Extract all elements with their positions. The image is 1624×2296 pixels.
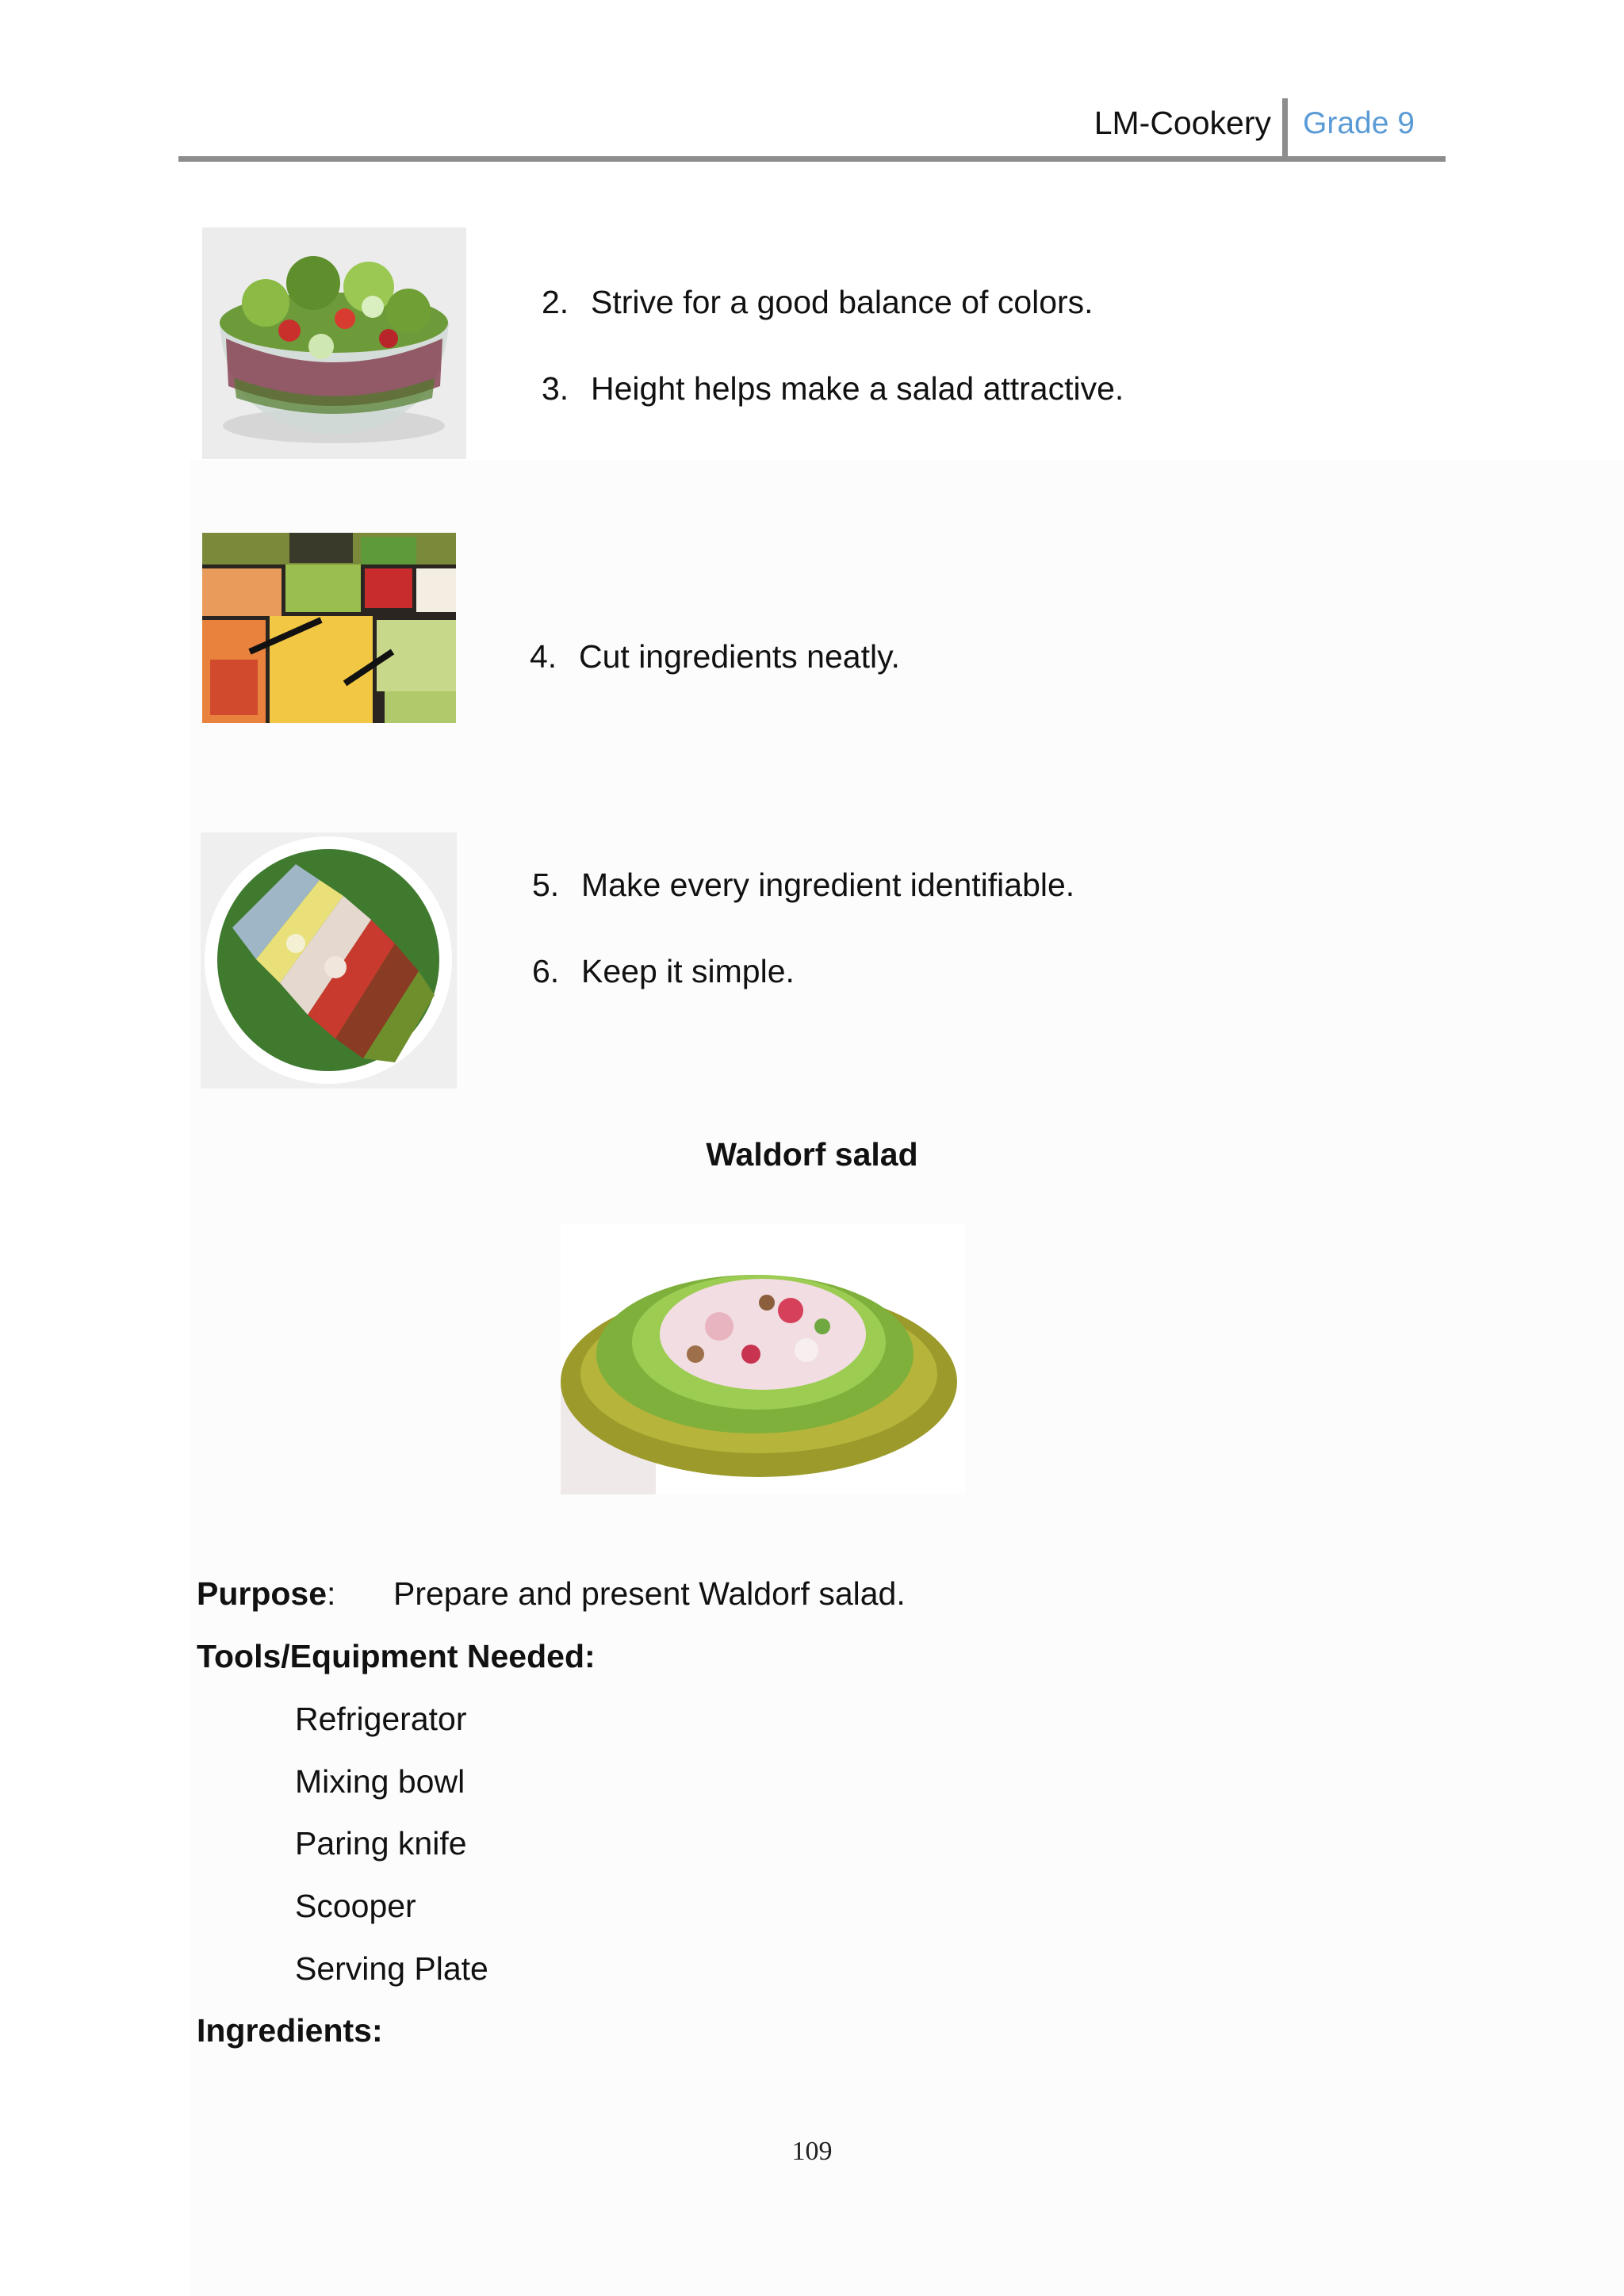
purpose-colon: : — [327, 1575, 336, 1612]
tip-number: 3. — [542, 370, 569, 407]
purpose-text: Prepare and present Waldorf salad. — [393, 1575, 906, 1612]
tip-6 — [532, 953, 795, 990]
tool-item: Paring knife — [295, 1825, 467, 1862]
tools-heading: Tools/Equipment Needed: — [197, 1638, 596, 1674]
cobb-salad-photo — [201, 832, 457, 1089]
tip-5 — [532, 867, 1074, 904]
tip-4 — [530, 638, 900, 675]
header-rule — [178, 156, 1446, 162]
tip-text: Strive for a good balance of colors. — [591, 284, 1094, 320]
tip-text: Keep it simple. — [581, 953, 795, 989]
purpose-line — [197, 1575, 335, 1613]
tip-3 — [542, 370, 1124, 408]
cut-ingredients-photo — [202, 533, 456, 723]
ingredients-heading: Ingredients: — [197, 2012, 383, 2049]
page-number: 109 — [791, 2137, 833, 2166]
recipe-title: Waldorf salad — [706, 1136, 918, 1173]
header-separator — [1282, 98, 1288, 159]
tip-text: Make every ingredient identifiable. — [581, 867, 1075, 903]
glass-bowl-salad-photo — [202, 228, 466, 459]
purpose-label: Purpose — [197, 1575, 327, 1612]
tip-text: Height helps make a salad attractive. — [591, 370, 1124, 407]
header-grade: Grade 9 — [1303, 106, 1415, 140]
tip-number: 4. — [530, 638, 557, 675]
tool-item: Refrigerator — [295, 1701, 467, 1737]
tip-text: Cut ingredients neatly. — [579, 638, 900, 675]
tip-number: 2. — [542, 284, 569, 320]
tool-item: Mixing bowl — [295, 1763, 465, 1800]
waldorf-salad-photo — [561, 1223, 965, 1494]
header-title: LM-Cookery — [1094, 105, 1271, 141]
tip-2 — [542, 284, 1094, 321]
tip-number: 5. — [532, 867, 560, 903]
tool-item: Scooper — [295, 1888, 416, 1924]
tip-number: 6. — [532, 953, 560, 989]
tool-item: Serving Plate — [295, 1950, 488, 1987]
